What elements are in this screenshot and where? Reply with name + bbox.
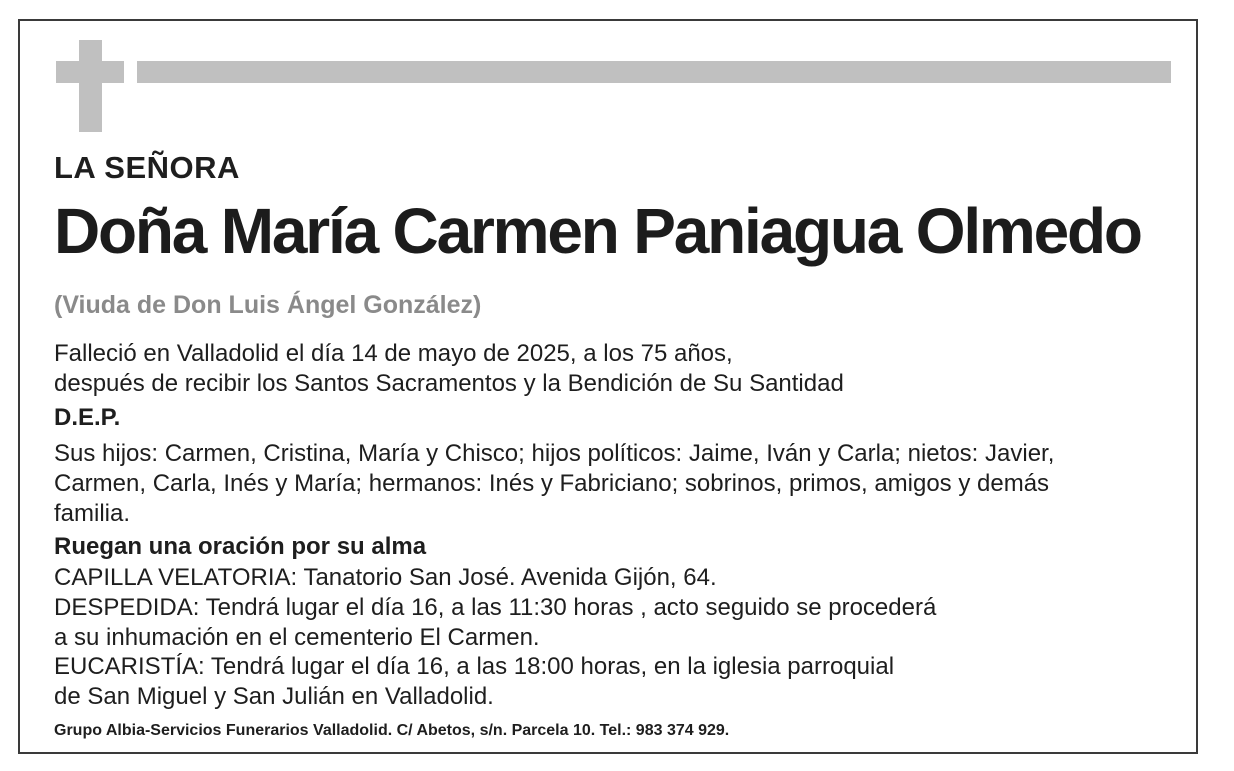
family-line-2: Carmen, Carla, Inés y María; hermanos: Inés y Fabriciano; sobrinos, primos, amigos y demás (54, 470, 1050, 497)
family-line-1: Sus hijos: Carmen, Cristina, María y Chisco; hijos políticos: Jaime, Iván y Carla; nietos: Javier, (54, 440, 1055, 467)
cross-horizontal-bar (56, 61, 124, 83)
widow-of-note: (Viuda de Don Luis Ángel González) (54, 291, 482, 319)
prayer-request: Ruegan una oración por su alma (54, 533, 427, 560)
funeral-home-footer: Grupo Albia-Servicios Funerarios Valladolid. C/ Abetos, s/n. Parcela 10. Tel.: 983 374 929. (54, 722, 730, 739)
death-notice-line-1: Falleció en Valladolid el día 14 de mayo de 2025, a los 75 años, (54, 340, 733, 367)
eucharist-details-line-1: EUCARISTÍA: Tendrá lugar el día 16, a las 18:00 horas, en la iglesia parroquial (54, 653, 895, 680)
farewell-details-line-1: DESPEDIDA: Tendrá lugar el día 16, a las 11:30 horas , acto seguido se procederá (54, 594, 937, 621)
rest-in-peace: D.E.P. (54, 404, 121, 431)
honorific-title: LA SEÑORA (54, 150, 240, 185)
family-line-3: familia. (54, 500, 131, 527)
header-divider-bar (137, 61, 1171, 83)
farewell-details-line-2: a su inhumación en el cementerio El Carmen. (54, 624, 540, 651)
wake-chapel-details: CAPILLA VELATORIA: Tanatorio San José. Avenida Gijón, 64. (54, 564, 717, 591)
eucharist-details-line-2: de San Miguel y San Julián en Valladolid. (54, 683, 494, 710)
death-notice-line-2: después de recibir los Santos Sacramentos y la Bendición de Su Santidad (54, 370, 844, 397)
cross-vertical-bar (79, 40, 102, 132)
deceased-name: Doña María Carmen Paniagua Olmedo (54, 195, 1141, 267)
